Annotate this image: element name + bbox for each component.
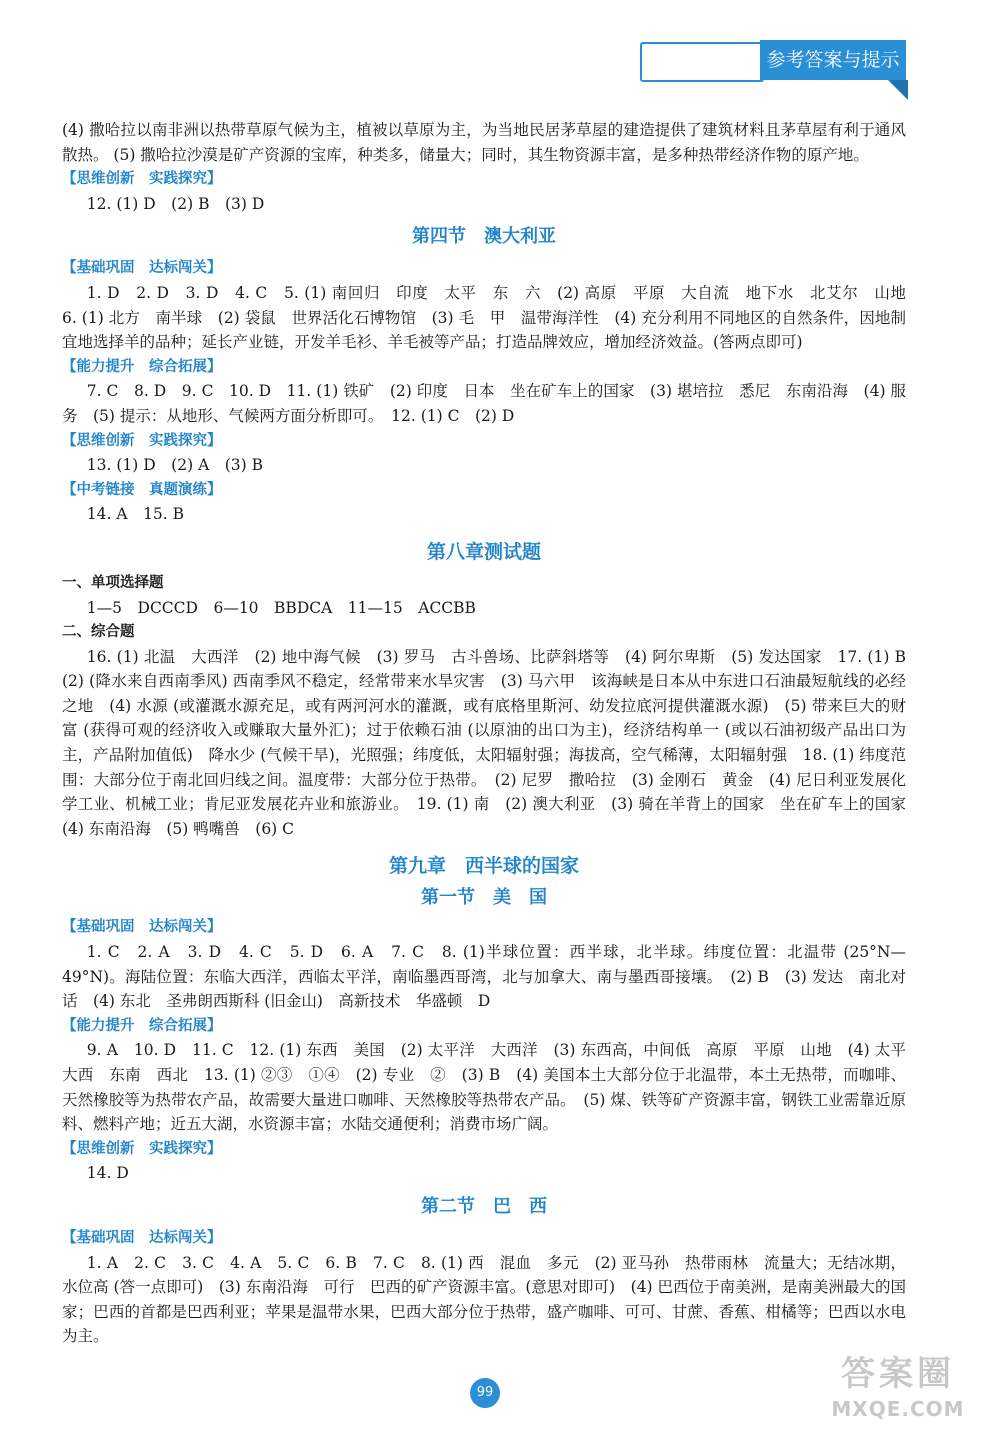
- page-number: 99: [470, 1378, 500, 1408]
- answer-paragraph: 14. A 15. B: [86, 505, 185, 524]
- section-heading: 第一节 美 国: [421, 887, 547, 909]
- subsection-label: 二、综合题: [62, 624, 135, 641]
- subsection-label: 【能力提升 综合拓展】: [62, 1017, 222, 1034]
- subsection-label: 【思维创新 实践探究】: [62, 171, 222, 188]
- answer-paragraph: 1. C 2. A 3. D 4. C 5. D 6. A 7. C 8. (1)半球位置：西半球，北半球。纬度位置：北温带 (25°N—49°N)。海陆位置：东临大西洋，西临太平洋，南临墨西哥湾，北与加拿大、南与墨西哥接壤。 (2) B (3) 发达 南北对话 (4) 东北 圣弗朗西斯科 (旧金山) 高新技术 华盛顿 D: [62, 943, 906, 1011]
- subsection-label: 【基础巩固 达标闯关】: [62, 919, 222, 936]
- answer-paragraph: 1—5 DCCCD 6—10 BBDCA 11—15 ACCBB: [86, 598, 476, 617]
- subsection-label: 【基础巩固 达标闯关】: [62, 260, 222, 277]
- answer-paragraph: 12. (1) D (2) B (3) D: [86, 194, 265, 213]
- answer-content: [62, 118, 922, 1349]
- subsection-label: 【能力提升 综合拓展】: [62, 358, 222, 375]
- section-heading: 第八章测试题: [426, 540, 541, 563]
- answer-paragraph: 14. D: [86, 1164, 129, 1183]
- answer-paragraph: 7. C 8. D 9. C 10. D 11. (1) 铁矿 (2) 印度 日本 坐在矿车上的国家 (3) 堪培拉 悉尼 东南沿海 (4) 服务 (5) 提示：从地形、气候两方面分析即可。 12. (1) C (2) D: [62, 382, 906, 425]
- section-heading: 第九章 西半球的国家: [388, 855, 579, 878]
- answer-paragraph: 1. D 2. D 3. D 4. C 5. (1) 南回归 印度 太平 东 六 (2) 高原 平原 大自流 地下水 北艾尔 山地 6. (1) 北方 南半球 (2) 袋鼠 世界活化石博物馆 (3) 毛 甲 温带海洋性 (4) 充分利用不同地区的自然条件，因地制宜地选择羊的品种；延长产业链，开发羊毛衫、羊毛被等产品；打造品牌效应，增加经济效益。(答两点即可): [62, 283, 922, 352]
- watermark-bottom-text: MXQE.COM: [831, 1397, 965, 1421]
- header-label: 参考答案与提示: [760, 40, 906, 80]
- subsection-label: 【思维创新 实践探究】: [62, 432, 222, 449]
- watermark-top-text: 答案圈: [841, 1354, 955, 1394]
- header-decor-box: [640, 42, 764, 82]
- answer-paragraph: 1. A 2. C 3. C 4. A 5. C 6. B 7. C 8. (1) 西 混血 多元 (2) 亚马孙 热带雨林 流量大；无结冰期，水位高 (答一点即可) (3) 东南沿海 可行 巴西的矿产资源丰富。(意思对即可) (4) 巴西位于南美洲，是南美洲最大的国家；巴西的首都是巴西利亚；苹果是温带水果，巴西大部分位于热带，盛产咖啡、可可、甘蔗、香蕉、柑橘等；巴西以水电为主。: [62, 1253, 906, 1346]
- section-heading: 第四节 澳大利亚: [412, 226, 556, 248]
- subsection-label: 一、单项选择题: [62, 574, 164, 591]
- subsection-label: 【中考链接 真题演练】: [62, 481, 222, 498]
- answer-paragraph: 9. A 10. D 11. C 12. (1) 东西 美国 (2) 太平洋 大西洋 (3) 东西高，中间低 高原 平原 山地 (4) 太平 大西 东南 西北 13. (1) ②③ ①④ (2) 专业 ② (3) B (4) 美国本土大部分位于北温带，本土无热带，而咖啡、天然橡胶等为热带农产品，故需要大量进口咖啡、天然橡胶等热带农产品。 (5) 煤、铁等矿产资源丰富，钢铁工业需靠近原料、燃料产地；近五大湖，水资源丰富；水陆交通便利；消费市场广阔。: [62, 1041, 922, 1134]
- header-corner-decor: [888, 80, 908, 100]
- section-heading: 第二节 巴 西: [421, 1195, 547, 1217]
- watermark-logo: [808, 1352, 988, 1430]
- subsection-label: 【基础巩固 达标闯关】: [62, 1229, 222, 1246]
- subsection-label: 【思维创新 实践探究】: [62, 1140, 222, 1157]
- answer-paragraph: 13. (1) D (2) A (3) B: [86, 456, 264, 475]
- answer-paragraph: (4) 撒哈拉以南非洲以热带草原气候为主，植被以草原为主，为当地民居茅草屋的建造提供了建筑材料且茅草屋有利于通风散热。 (5) 撒哈拉沙漠是矿产资源的宝库，种类多，储量大；同时，其生物资源丰富，是多种热带经济作物的原产地。: [62, 121, 906, 164]
- answer-paragraph: 16. (1) 北温 大西洋 (2) 地中海气候 (3) 罗马 古斗兽场、比萨斜塔等 (4) 阿尔卑斯 (5) 发达国家 17. (1) B (2) (降水来自西南季风) 西南季风不稳定，经常带来水旱灾害 (3) 马六甲 该海峡是日本从中东进口石油最短航线的必经之地 (4) 水源 (或灌溉水源充足，或有两河河水的灌溉，或有底格里斯河、幼发拉底河提供灌溉水源) (5) 带来巨大的财富 (获得可观的经济收入或赚取大量外汇)；过于依赖石油 (以原油的出口为主)，经济结构单一 (或以石油初级产品出口为主，产品附加值低) 降水少 (气候干旱)，光照强；纬度低，太阳辐射强；海拔高，空气稀薄，太阳辐射强 18. (1) 纬度范围：大部分位于南北回归线之间。温度带：大部分位于热带。 (2) 尼罗 撒哈拉 (3) 金刚石 黄金 (4) 尼日利亚发展化学工业、机械工业；肯尼亚发展花卉业和旅游业。 19. (1) 南 (2) 澳大利亚 (3) 骑在羊背上的国家 坐在矿车上的国家 (4) 东南沿海 (5) 鸭嘴兽 (6) C: [62, 647, 922, 838]
